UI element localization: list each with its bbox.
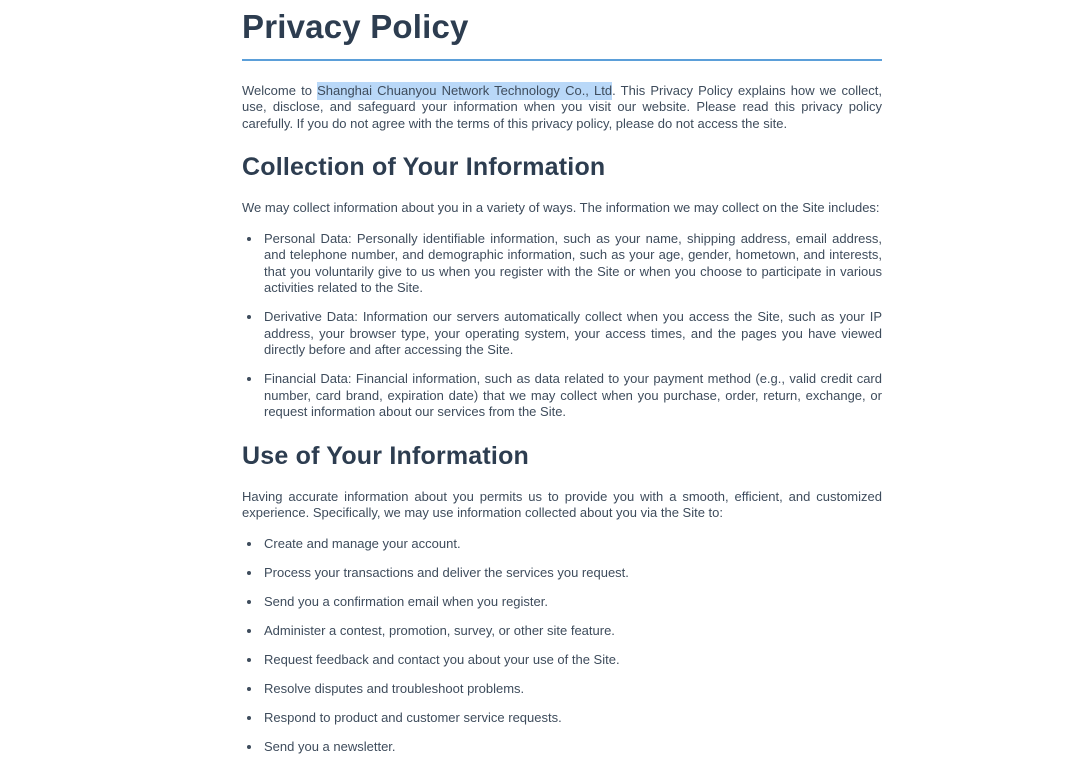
section-use-of-information: [242, 441, 882, 756]
section-heading-use: Use of Your Information: [242, 441, 530, 470]
page-title: Privacy Policy: [242, 8, 882, 61]
list-item: • Request feedback and contact you about your use of the Site.: [262, 652, 882, 669]
section-paragraph-collection: We may collect information about you in a variety of ways. The information we may collect on the Site includes:: [242, 200, 880, 216]
highlighted-company-name: Shanghai Chuanyou Network Technology Co., Ltd: [317, 82, 613, 98]
list-item: • Financial Data: Financial information, such as data related to your payment method (e.g., valid credit card number, card brand, expiration date) that we may collect when you purchase, order, return, exchange, or request information about our services from the Site.: [262, 371, 882, 421]
list-item: • Create and manage your account.: [262, 536, 882, 553]
intro-paragraph: [242, 83, 882, 133]
list-item: • Send you a confirmation email when you register.: [262, 594, 882, 611]
list-item: • Respond to product and customer service requests.: [262, 710, 882, 727]
list-item: • Resolve disputes and troubleshoot problems.: [262, 681, 882, 698]
list-item: • Administer a contest, promotion, survey, or other site feature.: [262, 623, 882, 640]
list-item: • Personal Data: Personally identifiable information, such as your name, shipping address, email address, and telephone number, and demographic information, such as your age, gender, hometown, and interests, that you voluntarily give to us when you register with the Site or when you choose to participate in various activities related to the Site.: [262, 231, 882, 297]
section-paragraph-use: Having accurate information about you permits us to provide you with a smooth, efficient, and customized experience. Specifically, we may use information collected about you via the Site to:: [242, 488, 882, 521]
list-item: • Derivative Data: Information our servers automatically collect when you access the Site, such as your IP address, your browser type, your operating system, your access times, and the pages you have viewed directly before and after accessing the Site.: [262, 309, 882, 359]
list-item: • Process your transactions and deliver the services you request.: [262, 565, 882, 582]
collection-bullet-list: [242, 231, 882, 421]
section-heading-collection: Collection of Your Information: [242, 153, 606, 182]
list-item: • Send you a newsletter.: [262, 739, 882, 756]
section-collection-of-information: [242, 152, 882, 421]
use-bullet-list: [242, 536, 882, 756]
privacy-policy-document: [242, 8, 882, 768]
intro-text-suffix: . This Privacy Policy explains how we collect, use, disclose, and safeguard your information when you visit our website. Please read this privacy policy carefully. If you do not agree with the terms of this privacy policy, please do not access the site.: [242, 82, 883, 131]
intro-text-prefix: Welcome to: [242, 82, 318, 98]
